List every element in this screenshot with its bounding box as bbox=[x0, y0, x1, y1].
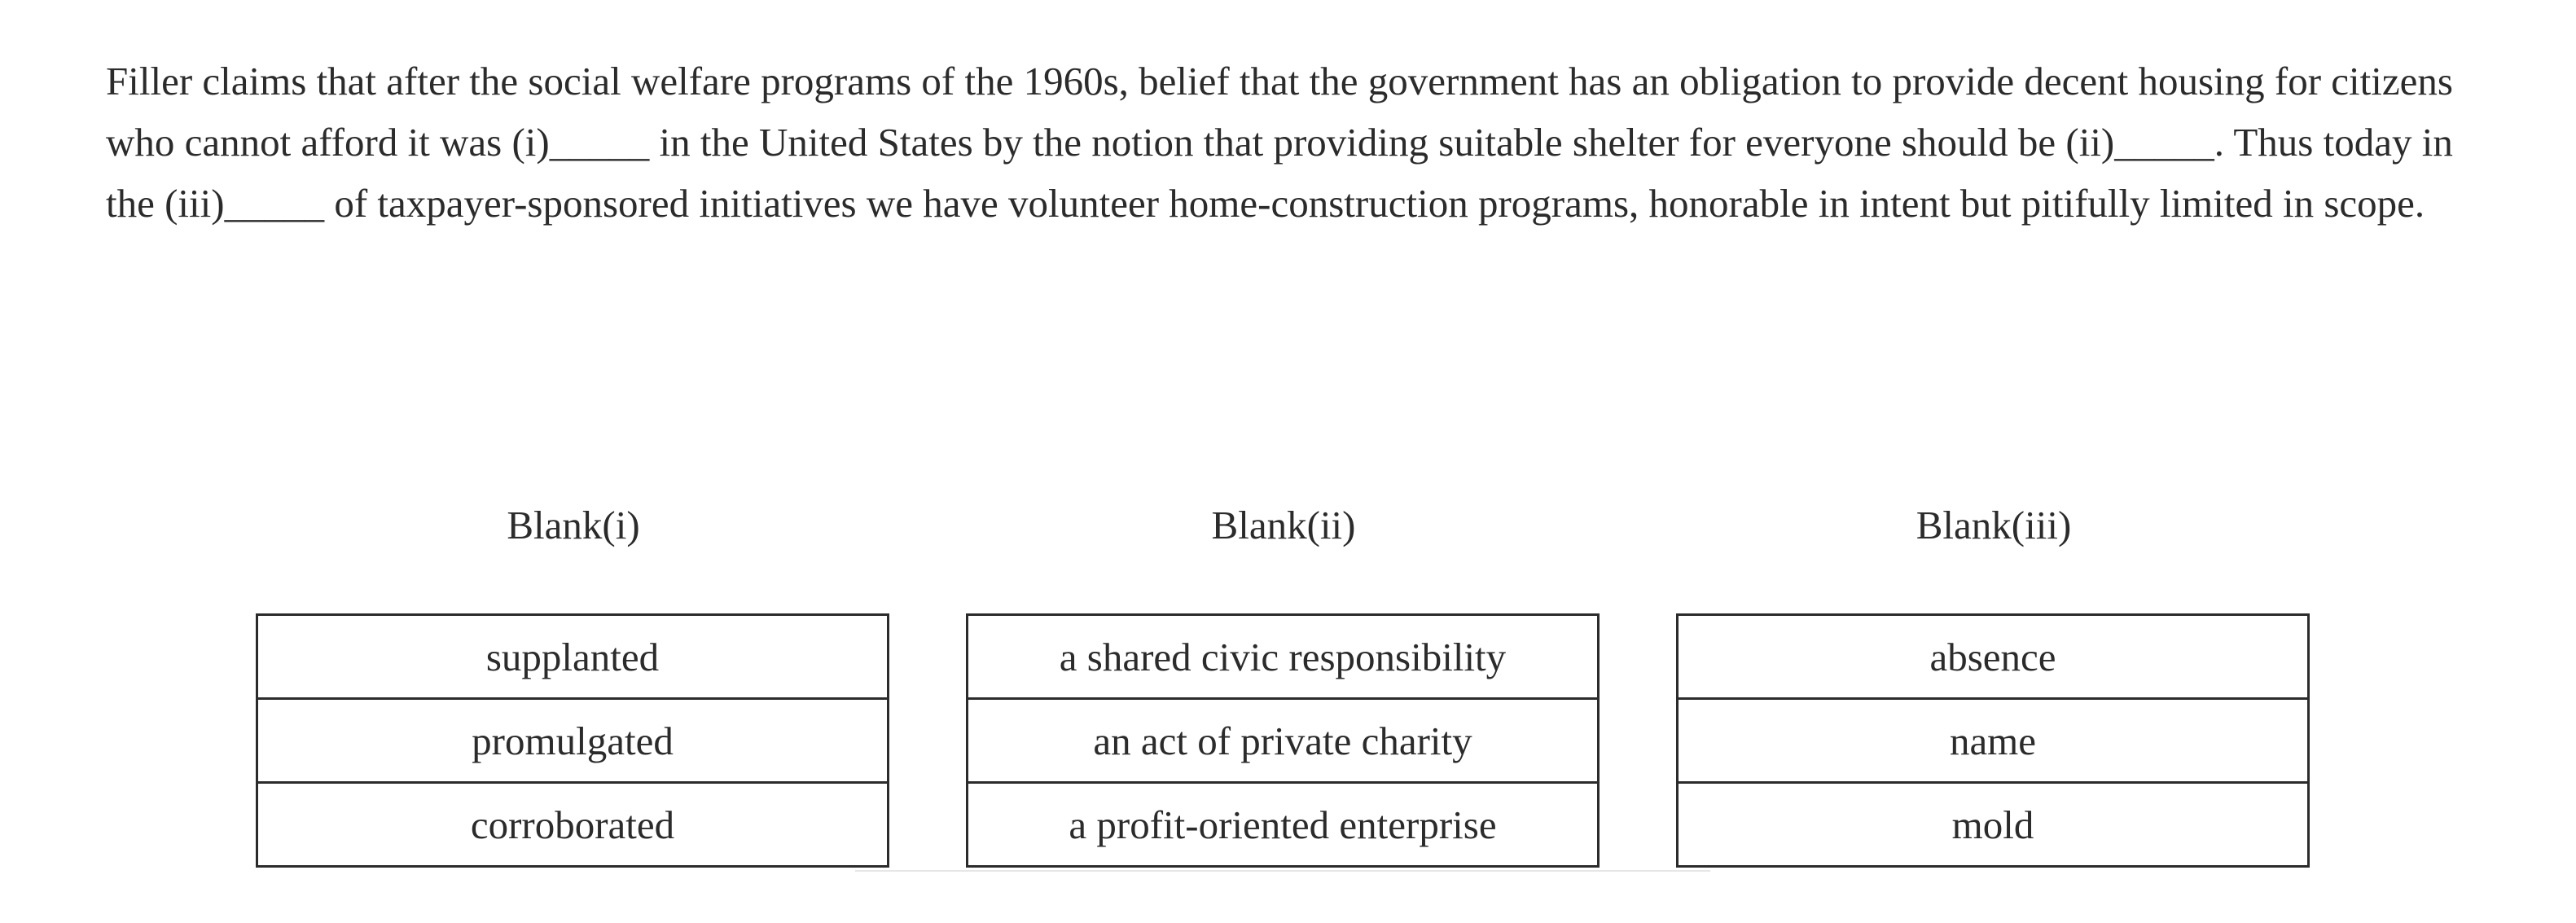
blank-ii-line: _____ bbox=[2114, 120, 2214, 165]
blank-i-option[interactable]: supplanted bbox=[257, 615, 889, 699]
blank-iii-option[interactable]: name bbox=[1678, 699, 2309, 783]
blank-i-options bbox=[256, 613, 889, 868]
passage-text: in the United States by the notion that providing suitable shelter for everyone should be (ii) bbox=[649, 120, 2115, 165]
passage-text: . Thus today in the (iii) bbox=[106, 120, 2453, 226]
blank-ii-header: Blank(ii) bbox=[1211, 503, 1356, 547]
blank-i-line: _____ bbox=[549, 120, 650, 165]
blank-iii-header: Blank(iii) bbox=[1916, 503, 2072, 547]
divider bbox=[855, 870, 1710, 872]
blank-iii-options bbox=[1676, 613, 2310, 868]
passage-text: Filler claims that after the social welfare programs of the 1960s, belief that the government has an obligation to provide decent housing for citizens who cannot afford it was (i) bbox=[106, 59, 2453, 165]
blank-ii-option[interactable]: a profit-oriented enterprise bbox=[968, 783, 1599, 867]
passage-text: of taxpayer-sponsored initiatives we have volunteer home-construction programs, honorable in intent but pitifully limited in scope. bbox=[324, 181, 2425, 226]
question-passage bbox=[106, 51, 2476, 234]
blank-iii-option[interactable]: mold bbox=[1678, 783, 2309, 867]
blank-i-header: Blank(i) bbox=[507, 503, 640, 547]
blank-i-option[interactable]: corroborated bbox=[257, 783, 889, 867]
blank-i-option[interactable]: promulgated bbox=[257, 699, 889, 783]
blank-ii-option[interactable]: an act of private charity bbox=[968, 699, 1599, 783]
blank-ii-option[interactable]: a shared civic responsibility bbox=[968, 615, 1599, 699]
blank-ii-options bbox=[966, 613, 1600, 868]
blank-iii-option[interactable]: absence bbox=[1678, 615, 2309, 699]
blank-iii-line: _____ bbox=[224, 181, 325, 226]
